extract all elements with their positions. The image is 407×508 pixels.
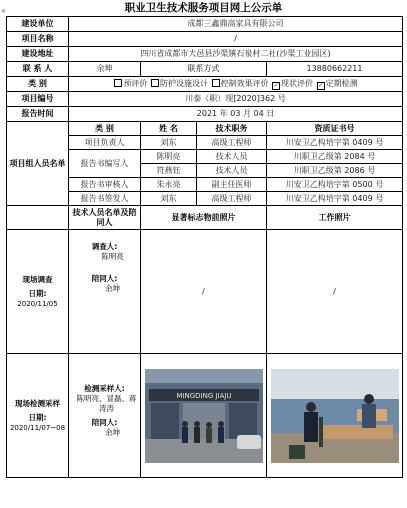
investigator-name: 陈明亮 [101, 252, 124, 261]
contact-label: 联 系 人 [7, 62, 69, 77]
page-title: 职业卫生技术服务项目网上公示单 [124, 2, 283, 14]
report-date-value: 2021 年 03 月 04 日 [69, 107, 403, 122]
survey-date-label: 日期: [28, 288, 47, 298]
photos-header-people: 技术人员名单及陪同人 [69, 206, 141, 230]
staff-role: 报告书审核人 [69, 178, 141, 192]
project-name-label: 项目名称 [7, 32, 69, 47]
code-label: 项目编号 [7, 92, 69, 107]
landmark-photo [145, 369, 263, 463]
staff-section-label: 项目组人员名单 [7, 122, 69, 206]
report-date-label: 报告时间 [7, 107, 69, 122]
sampler-names: 陈明亮、冒磊、蒋涛涛 [76, 394, 137, 413]
type-option-label: 防护设施设计 [159, 78, 208, 88]
code-value: 川泰（职）现[2020]362 号 [69, 92, 403, 107]
sampling-work-photo-cell [267, 354, 403, 478]
staff-header-row [7, 122, 403, 136]
staff-name: 刘东 [141, 192, 197, 206]
staff-title: 副主任医师 [197, 178, 267, 192]
staff-title: 高级工程师 [197, 136, 267, 150]
photos-header-work: 工作照片 [267, 206, 403, 230]
row-unit [7, 17, 403, 32]
type-option-label: 控制效果评价 [220, 78, 269, 88]
staff-cert: 川安卫乙构培字第 0409 号 [267, 136, 403, 150]
work-photo [271, 369, 399, 463]
staff-header-role: 类 别 [69, 122, 141, 136]
contact-value: 余坤 [69, 62, 141, 77]
type-checkbox-2[interactable] [212, 79, 220, 87]
staff-cert: 川安卫乙构培字第 0409 号 [267, 192, 403, 206]
type-label: 类 别 [7, 77, 69, 92]
row-type [7, 77, 403, 92]
sign-text: MINGDING JIAJU [175, 391, 232, 400]
type-checkbox-4[interactable] [317, 82, 325, 90]
survey-stage-name: 现场调查 [22, 274, 53, 284]
type-option-label: 定期检测 [325, 78, 358, 88]
investigator-label: 调查人: [91, 242, 118, 251]
staff-title: 技术人员 [197, 164, 267, 178]
row-contact [7, 62, 403, 77]
staff-header-title: 技术职务 [197, 122, 267, 136]
survey-date: 2020/11/05 [17, 299, 58, 308]
staff-name: 符燕钰 [141, 164, 197, 178]
sampling-escort-name: 余坤 [105, 428, 120, 437]
staff-header-cert: 资质证书号 [267, 122, 403, 136]
type-checkbox-0[interactable] [114, 79, 122, 87]
survey-people [69, 230, 141, 354]
photos-header-landmark: 显著标志物前照片 [141, 206, 267, 230]
survey-escort-label: 陪同人: [91, 274, 118, 283]
type-option-label: 现状评价 [281, 78, 314, 88]
row-address [7, 47, 403, 62]
row-date [7, 107, 403, 122]
sampling-landmark-photo-cell [141, 354, 267, 478]
sampling-row [7, 354, 403, 478]
type-option-label: 预评价 [123, 78, 148, 88]
survey-escort-name: 余坤 [105, 284, 120, 293]
staff-cert: 川职卫乙级第 2084 号 [267, 150, 403, 164]
type-options [69, 77, 403, 92]
staff-name: 陈明亮 [141, 150, 197, 164]
staff-header-name: 姓 名 [141, 122, 197, 136]
unit-label: 建设单位 [7, 17, 69, 32]
staff-name: 刘东 [141, 136, 197, 150]
sampling-people [69, 354, 141, 478]
survey-landmark-photo: / [141, 230, 267, 354]
staff-role: 项目负责人 [69, 136, 141, 150]
address-label: 建设地址 [7, 47, 69, 62]
photos-header-blank [7, 206, 69, 230]
survey-work-photo: / [267, 230, 403, 354]
sampling-escort-label: 陪同人: [91, 418, 118, 427]
sampling-stage-name: 现场检测采样 [15, 398, 60, 408]
staff-role: 报告书编写人 [69, 150, 141, 178]
phone-label: 联系方式 [141, 62, 267, 77]
sampling-stage [7, 354, 69, 478]
photos-header-row [7, 206, 403, 230]
staff-title: 高级工程师 [197, 192, 267, 206]
sampling-date-label: 日期: [28, 412, 47, 422]
sampler-label: 检测采样人: [84, 384, 125, 393]
type-checkbox-1[interactable] [151, 79, 159, 87]
staff-cert: 川职卫乙级第 2086 号 [267, 164, 403, 178]
staff-role: 报告书签发人 [69, 192, 141, 206]
sampling-date: 2020/11/07~08 [9, 423, 66, 432]
staff-name: 朱永亮 [141, 178, 197, 192]
survey-stage [7, 230, 69, 354]
staff-cert: 川安卫乙构培字第 0500 号 [267, 178, 403, 192]
phone-value: 13880662211 [267, 62, 403, 77]
project-name-value: / [69, 32, 403, 47]
row-code [7, 92, 403, 107]
type-checkbox-3[interactable] [272, 82, 280, 90]
survey-row [7, 230, 403, 354]
margin-mark: ✕ [1, 8, 7, 15]
staff-title: 技术人员 [197, 150, 267, 164]
unit-value: 成都三鑫鼎高家具有限公司 [69, 17, 403, 32]
announcement-table [6, 16, 403, 478]
address-value: 四川省成都市大邑县沙渠镇石泉村二社(沙渠工业园区) [69, 47, 403, 62]
row-project-name [7, 32, 403, 47]
